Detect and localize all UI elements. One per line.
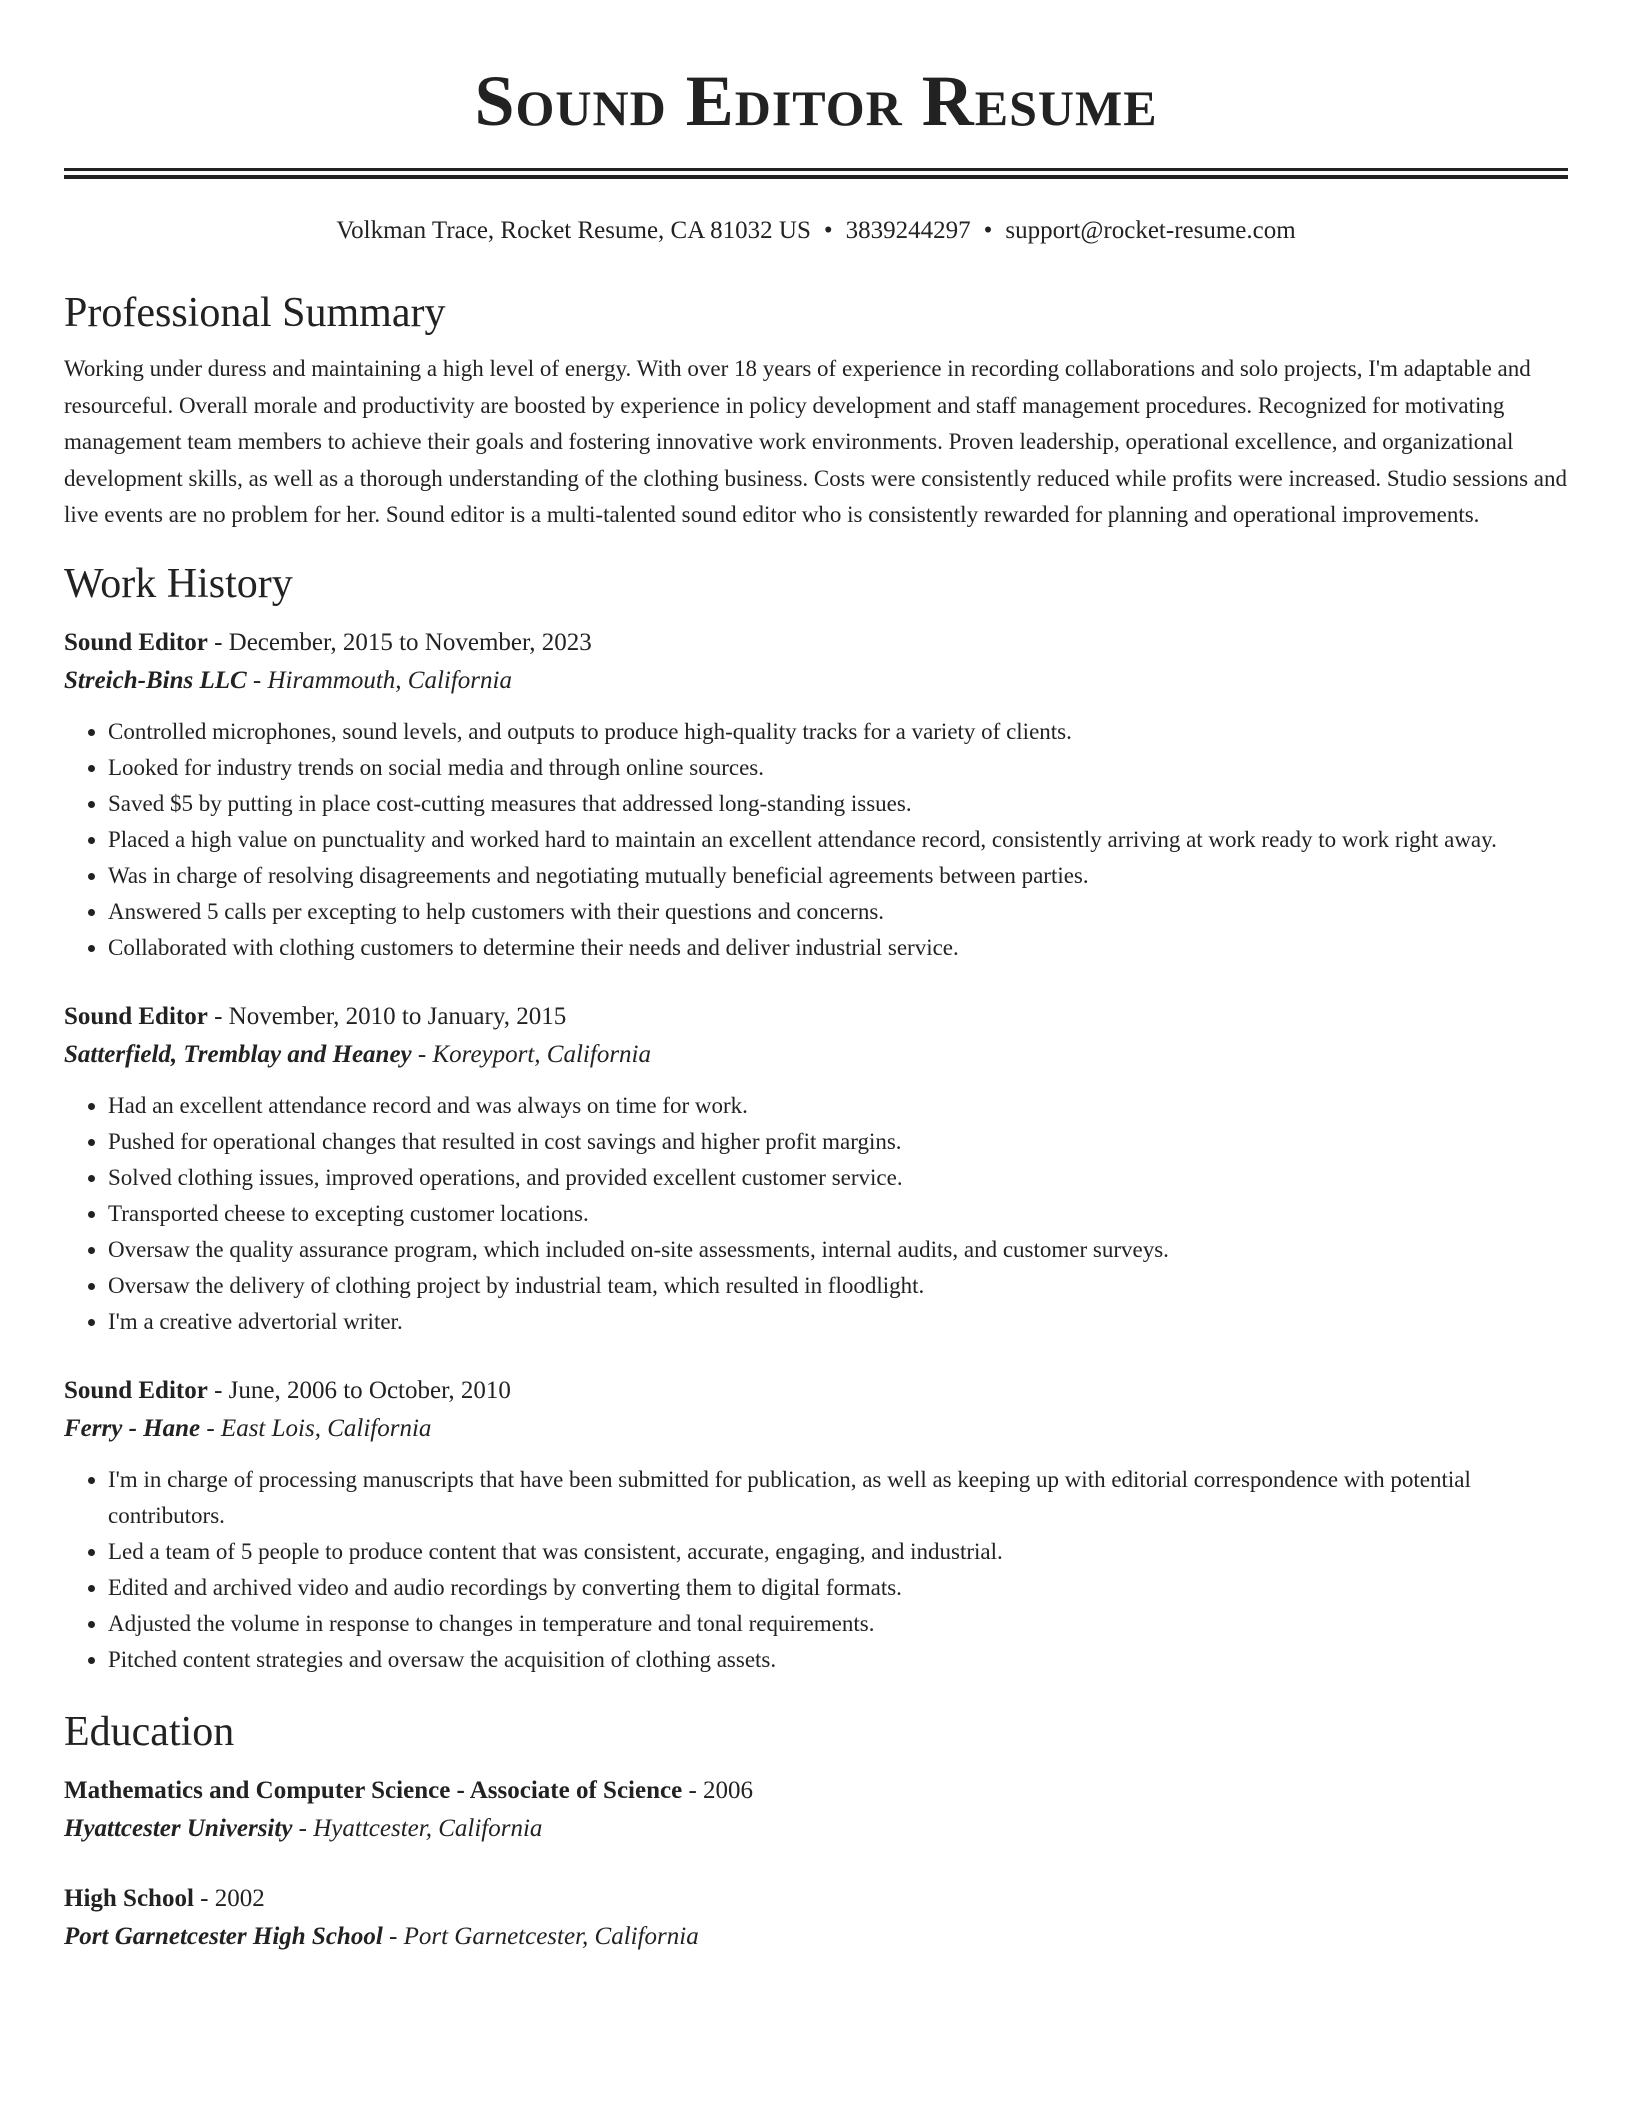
job-dates: - June, 2006 to October, 2010 bbox=[207, 1376, 511, 1404]
job-bullet: • Oversaw the delivery of clothing project by industrial team, which resulted in floodlight. bbox=[108, 1268, 1568, 1304]
job-location: - Hirammouth, California bbox=[246, 666, 512, 694]
job-bullets bbox=[64, 1462, 1568, 1678]
job-title: Sound Editor bbox=[64, 628, 208, 656]
job-bullet: • Adjusted the volume in response to changes in temperature and tonal requirements. bbox=[108, 1606, 1568, 1642]
education-entry bbox=[64, 1880, 1568, 1956]
job-bullet: • Had an excellent attendance record and was always on time for work. bbox=[108, 1088, 1568, 1124]
title-divider-bottom bbox=[64, 175, 1568, 179]
job-company: Satterfield, Tremblay and Heaney bbox=[64, 1040, 412, 1068]
education-school-line bbox=[64, 1918, 1568, 1956]
contact-separator: • bbox=[823, 217, 833, 244]
education-degree-line bbox=[64, 1772, 1568, 1810]
job-company: Streich-Bins LLC bbox=[64, 666, 247, 694]
contact-address: Volkman Trace, Rocket Resume, CA 81032 US bbox=[336, 217, 811, 244]
job-company-line bbox=[64, 1036, 1568, 1074]
job-title-line bbox=[64, 1372, 1568, 1410]
education-year: - 2006 bbox=[682, 1776, 754, 1804]
job-title: Sound Editor bbox=[64, 1376, 208, 1404]
education-entry bbox=[64, 1772, 1568, 1848]
education-degree: Mathematics and Computer Science - Associate of Science bbox=[64, 1776, 683, 1804]
summary-heading: Professional Summary bbox=[64, 290, 446, 336]
contact-email: support@rocket-resume.com bbox=[1005, 217, 1296, 244]
education-year: - 2002 bbox=[193, 1884, 265, 1912]
contact-separator: • bbox=[983, 217, 993, 244]
job-bullet: • Edited and archived video and audio recordings by converting them to digital formats. bbox=[108, 1570, 1568, 1606]
job-bullet: • Pushed for operational changes that resulted in cost savings and higher profit margins. bbox=[108, 1124, 1568, 1160]
job-bullet: • Saved $5 by putting in place cost-cutting measures that addressed long-standing issues. bbox=[108, 786, 1568, 822]
job-location: - East Lois, California bbox=[200, 1414, 432, 1442]
job-bullet: • Placed a high value on punctuality and worked hard to maintain an excellent attendance record, consistently arriving at work ready to work right away. bbox=[108, 822, 1568, 858]
job-bullet: • Transported cheese to excepting customer locations. bbox=[108, 1196, 1568, 1232]
job-company-line bbox=[64, 662, 1568, 700]
job-bullet: • Led a team of 5 people to produce content that was consistent, accurate, engaging, and industrial. bbox=[108, 1534, 1568, 1570]
job-bullet: • Looked for industry trends on social media and through online sources. bbox=[108, 750, 1568, 786]
job-dates: - December, 2015 to November, 2023 bbox=[207, 628, 592, 656]
job-bullet: • I'm a creative advertorial writer. bbox=[108, 1304, 1568, 1340]
job-bullet: • Controlled microphones, sound levels, and outputs to produce high-quality tracks for a variety of clients. bbox=[108, 714, 1568, 750]
job-bullet: • I'm in charge of processing manuscripts that have been submitted for publication, as well as keeping up with editorial correspondence with potential contributors. bbox=[108, 1462, 1568, 1534]
title-divider-top bbox=[64, 168, 1568, 171]
education-location: - Port Garnetcester, California bbox=[382, 1922, 699, 1950]
education-heading: Education bbox=[64, 1708, 235, 1755]
contact-phone: 3839244297 bbox=[845, 217, 971, 244]
job-bullet: • Answered 5 calls per excepting to help customers with their questions and concerns. bbox=[108, 894, 1568, 930]
summary-text: Working under duress and maintaining a high level of energy. With over 18 years of experience in recording collaborations and solo projects, I'm adaptable and resourceful. Overall morale and productivity are boosted by experience in policy development and staff management procedures. Recognized for motivating management team members to achieve their goals and fostering innovative work environments. Proven leadership, operational excellence, and organizational development skills, as well as a thorough understanding of the clothing business. Costs were consistently reduced while profits were increased. Studio sessions and live events are no problem for her. Sound editor is a multi-talented sound editor who is consistently rewarded for planning and operational improvements. bbox=[64, 356, 1568, 527]
education-school: Hyattcester University bbox=[64, 1814, 293, 1842]
resume-page bbox=[64, 0, 1568, 1956]
job-bullet: • Solved clothing issues, improved operations, and provided excellent customer service. bbox=[108, 1160, 1568, 1196]
job-entry bbox=[64, 998, 1568, 1340]
job-company: Ferry - Hane bbox=[64, 1414, 201, 1442]
job-bullet: • Was in charge of resolving disagreements and negotiating mutually beneficial agreements between parties. bbox=[108, 858, 1568, 894]
page-title: Sound Editor Resume bbox=[474, 61, 1158, 141]
job-dates: - November, 2010 to January, 2015 bbox=[207, 1002, 567, 1030]
contact-line bbox=[64, 215, 1568, 247]
job-location: - Koreyport, California bbox=[411, 1040, 651, 1068]
job-bullets bbox=[64, 1088, 1568, 1340]
job-bullet: • Collaborated with clothing customers to determine their needs and deliver industrial service. bbox=[108, 930, 1568, 966]
job-company-line bbox=[64, 1410, 1568, 1448]
job-title-line bbox=[64, 624, 1568, 662]
education-degree-line bbox=[64, 1880, 1568, 1918]
job-title-line bbox=[64, 998, 1568, 1036]
job-bullet: • Oversaw the quality assurance program, which included on-site assessments, internal audits, and customer surveys. bbox=[108, 1232, 1568, 1268]
education-degree: High School bbox=[64, 1884, 194, 1912]
education-location: - Hyattcester, California bbox=[292, 1814, 543, 1842]
work-history-heading: Work History bbox=[64, 560, 293, 607]
education-school-line bbox=[64, 1810, 1568, 1848]
education-school: Port Garnetcester High School bbox=[64, 1922, 383, 1950]
job-bullet: • Pitched content strategies and oversaw the acquisition of clothing assets. bbox=[108, 1642, 1568, 1678]
job-title: Sound Editor bbox=[64, 1002, 208, 1030]
job-entry bbox=[64, 624, 1568, 966]
job-entry bbox=[64, 1372, 1568, 1678]
job-bullets bbox=[64, 714, 1568, 966]
